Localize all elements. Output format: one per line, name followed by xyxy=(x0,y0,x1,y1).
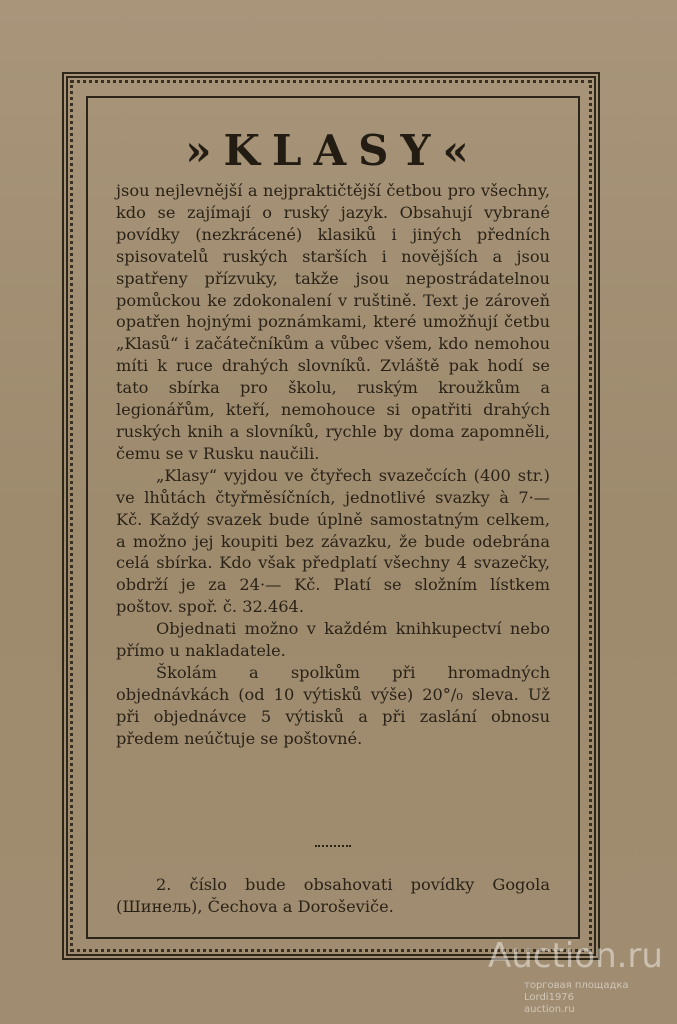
section-divider xyxy=(315,845,351,851)
page-title: »KLASY« xyxy=(185,126,481,175)
watermark-logo: Auction.ru xyxy=(488,936,663,976)
watermark-caption: торговая площадка Lordi1976 auction.ru xyxy=(524,980,629,1015)
paragraph-pricing: „Klasy“ vyjdou ve čtyřech svazečcích (400 str.) ve lhůtách čtyřměsíčních, jednotlivé svazky à 7·— Kč. Každý svazek bude úplně samostatným celkem, a možno jej koupiti bez závazku, že bude odebrána celá sbírka. Kdo však předplatí všechny 4 svazečky, obdrží je za 24·— Kč. Platí se složním lístkem poštov. spoř. č. 32.464. xyxy=(116,465,550,617)
advertisement-text xyxy=(116,180,550,750)
paragraph-ordering: Objednati možno v každém knihkupectví nebo přímo u nakladatele. xyxy=(116,619,550,661)
next-issue-note: 2. číslo bude obsahovati povídky Gogola (Шинель), Čechova a Doroševiče. xyxy=(116,875,550,917)
paragraph-discount: Školám a spolkům při hromadných objednávkách (od 10 výtisků výše) 20°/₀ sleva. Už při objednávce 5 výtisků a při zaslání obnosu předem neúčtuje se poštovné. xyxy=(116,662,550,748)
paragraph-intro: jsou nejlevnější a nejpraktičtější četbou pro všechny, kdo se zajímají o ruský jazyk. Obsahují vybrané povídky (nezkrácené) klasiků i jiných předních spisovatelů ruských starších i novějších a jsou spatřeny přízvuky, takže jsou nepostrádatelnou pomůckou ke zdokonalení v ruštině. Text je zároveň opatřen hojnými poznámkami, které umožňují četbu „Klasů“ i začátečníkům a vůbec všem, kdo nemohou míti k ruce drahých slovníků. Zvláště pak hodí se tato sbírka pro školu, ruským kroužkům a legionářům, kteří, nemohouce si opatřiti drahých ruských knih a slovníků, rychle by doma zapomněli, čemu se v Rusku naučili. xyxy=(116,181,550,463)
